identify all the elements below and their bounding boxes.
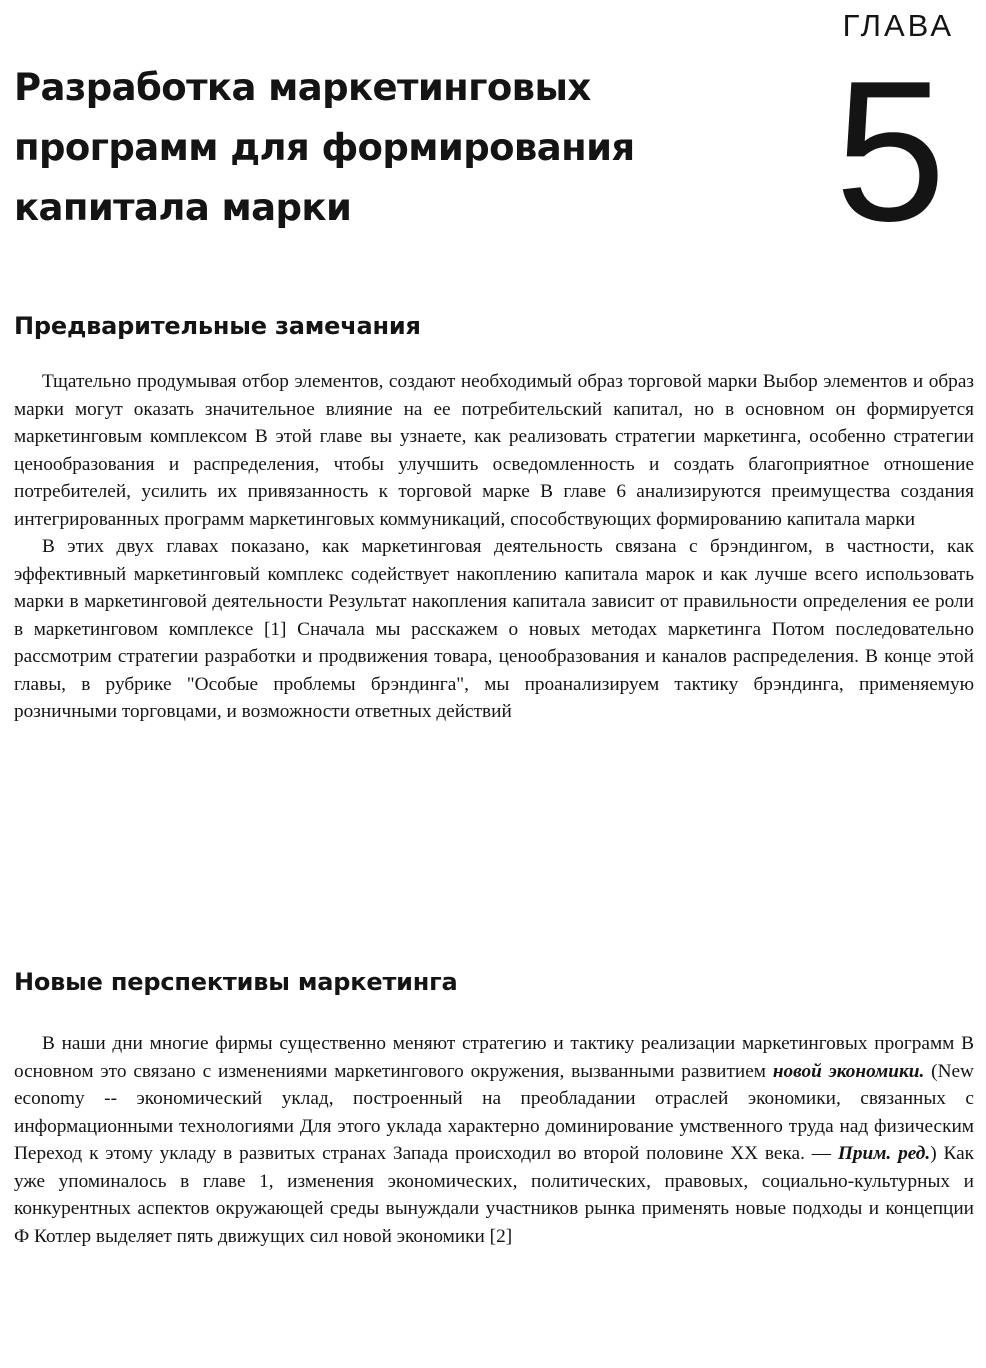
chapter-label: ГЛАВА — [842, 8, 954, 43]
section-body-preliminary — [14, 368, 974, 726]
term-new-economy: новой экономики. — [772, 1060, 925, 1082]
paragraph — [14, 1030, 974, 1250]
chapter-number: 5 — [834, 40, 946, 263]
paragraph-text: В наши дни многие фирмы существенно меняют стратегию и тактику реализации маркетинговых программ В основном это связано с изменениями маркетингового окружения, вызванными развитием — [14, 1033, 974, 1082]
chapter-title: Разработка маркетинговых программ для формирования капитала марки — [14, 66, 635, 229]
paragraph-text: (New economy -- экономический уклад, построенный на преобладании отраслей экономики, связанных с информационными технологиями Для этого уклада характерно доминирование умственного труда над физическим Переход к этому укладу в развитых странах Запада происходил во второй половине XX века. — — [14, 1060, 974, 1164]
paragraph: Тщательно продумывая отбор элементов, создают необходимый образ торговой марки Выбор элементов и образ марки могут оказать значительное влияние на ее потребительский капитал, но в основном он формируется маркетинговым комплексом В этой главе вы узнаете, как реализовать стратегии маркетинга, особенно стратегии ценообразования и распределения, чтобы улучшить осведомленность и создать благоприятное отношение потребителей, усилить их привязанность к торговой марке В главе 6 анализируются преимущества создания интегрированных программ маркетинговых коммуникаций, способствующих формированию капитала марки — [14, 371, 974, 530]
paragraph: В этих двух главах показано, как маркетинговая деятельность связана с брэндингом, в частности, как эффективный маркетинговый комплекс содействует накоплению капитала марок и как лучше всего использовать марки в маркетинговой деятельности Результат накопления капитала зависит от правильности определения ее роли в маркетинговом комплексе [1] Сначала мы расскажем о новых методах маркетинга Потом последовательно рассмотрим стратегии разработки и продвижения товара, ценообразования и каналов распределения. В конце этой главы, в рубрике "Особые проблемы брэндинга", мы проанализируем тактику брэндинга, применяемую розничными торговцами, и возможности ответных действий — [14, 536, 974, 722]
editor-note: Прим. ред. — [837, 1143, 931, 1164]
section-heading-new-perspectives: Новые перспективы маркетинга — [14, 968, 458, 996]
paragraph-text: ) Как уже упоминалось в главе 1, изменения экономических, политических, правовых, социально-культурных и конкурентных аспектов окружающей среды вынуждали участников рынка применять новые подходы и концепции Ф Котлер выделяет пять движущих сил новой экономики [2] — [14, 1143, 974, 1247]
section-heading-preliminary: Предварительные замечания — [14, 312, 421, 340]
section-body-new-perspectives — [14, 1030, 974, 1250]
